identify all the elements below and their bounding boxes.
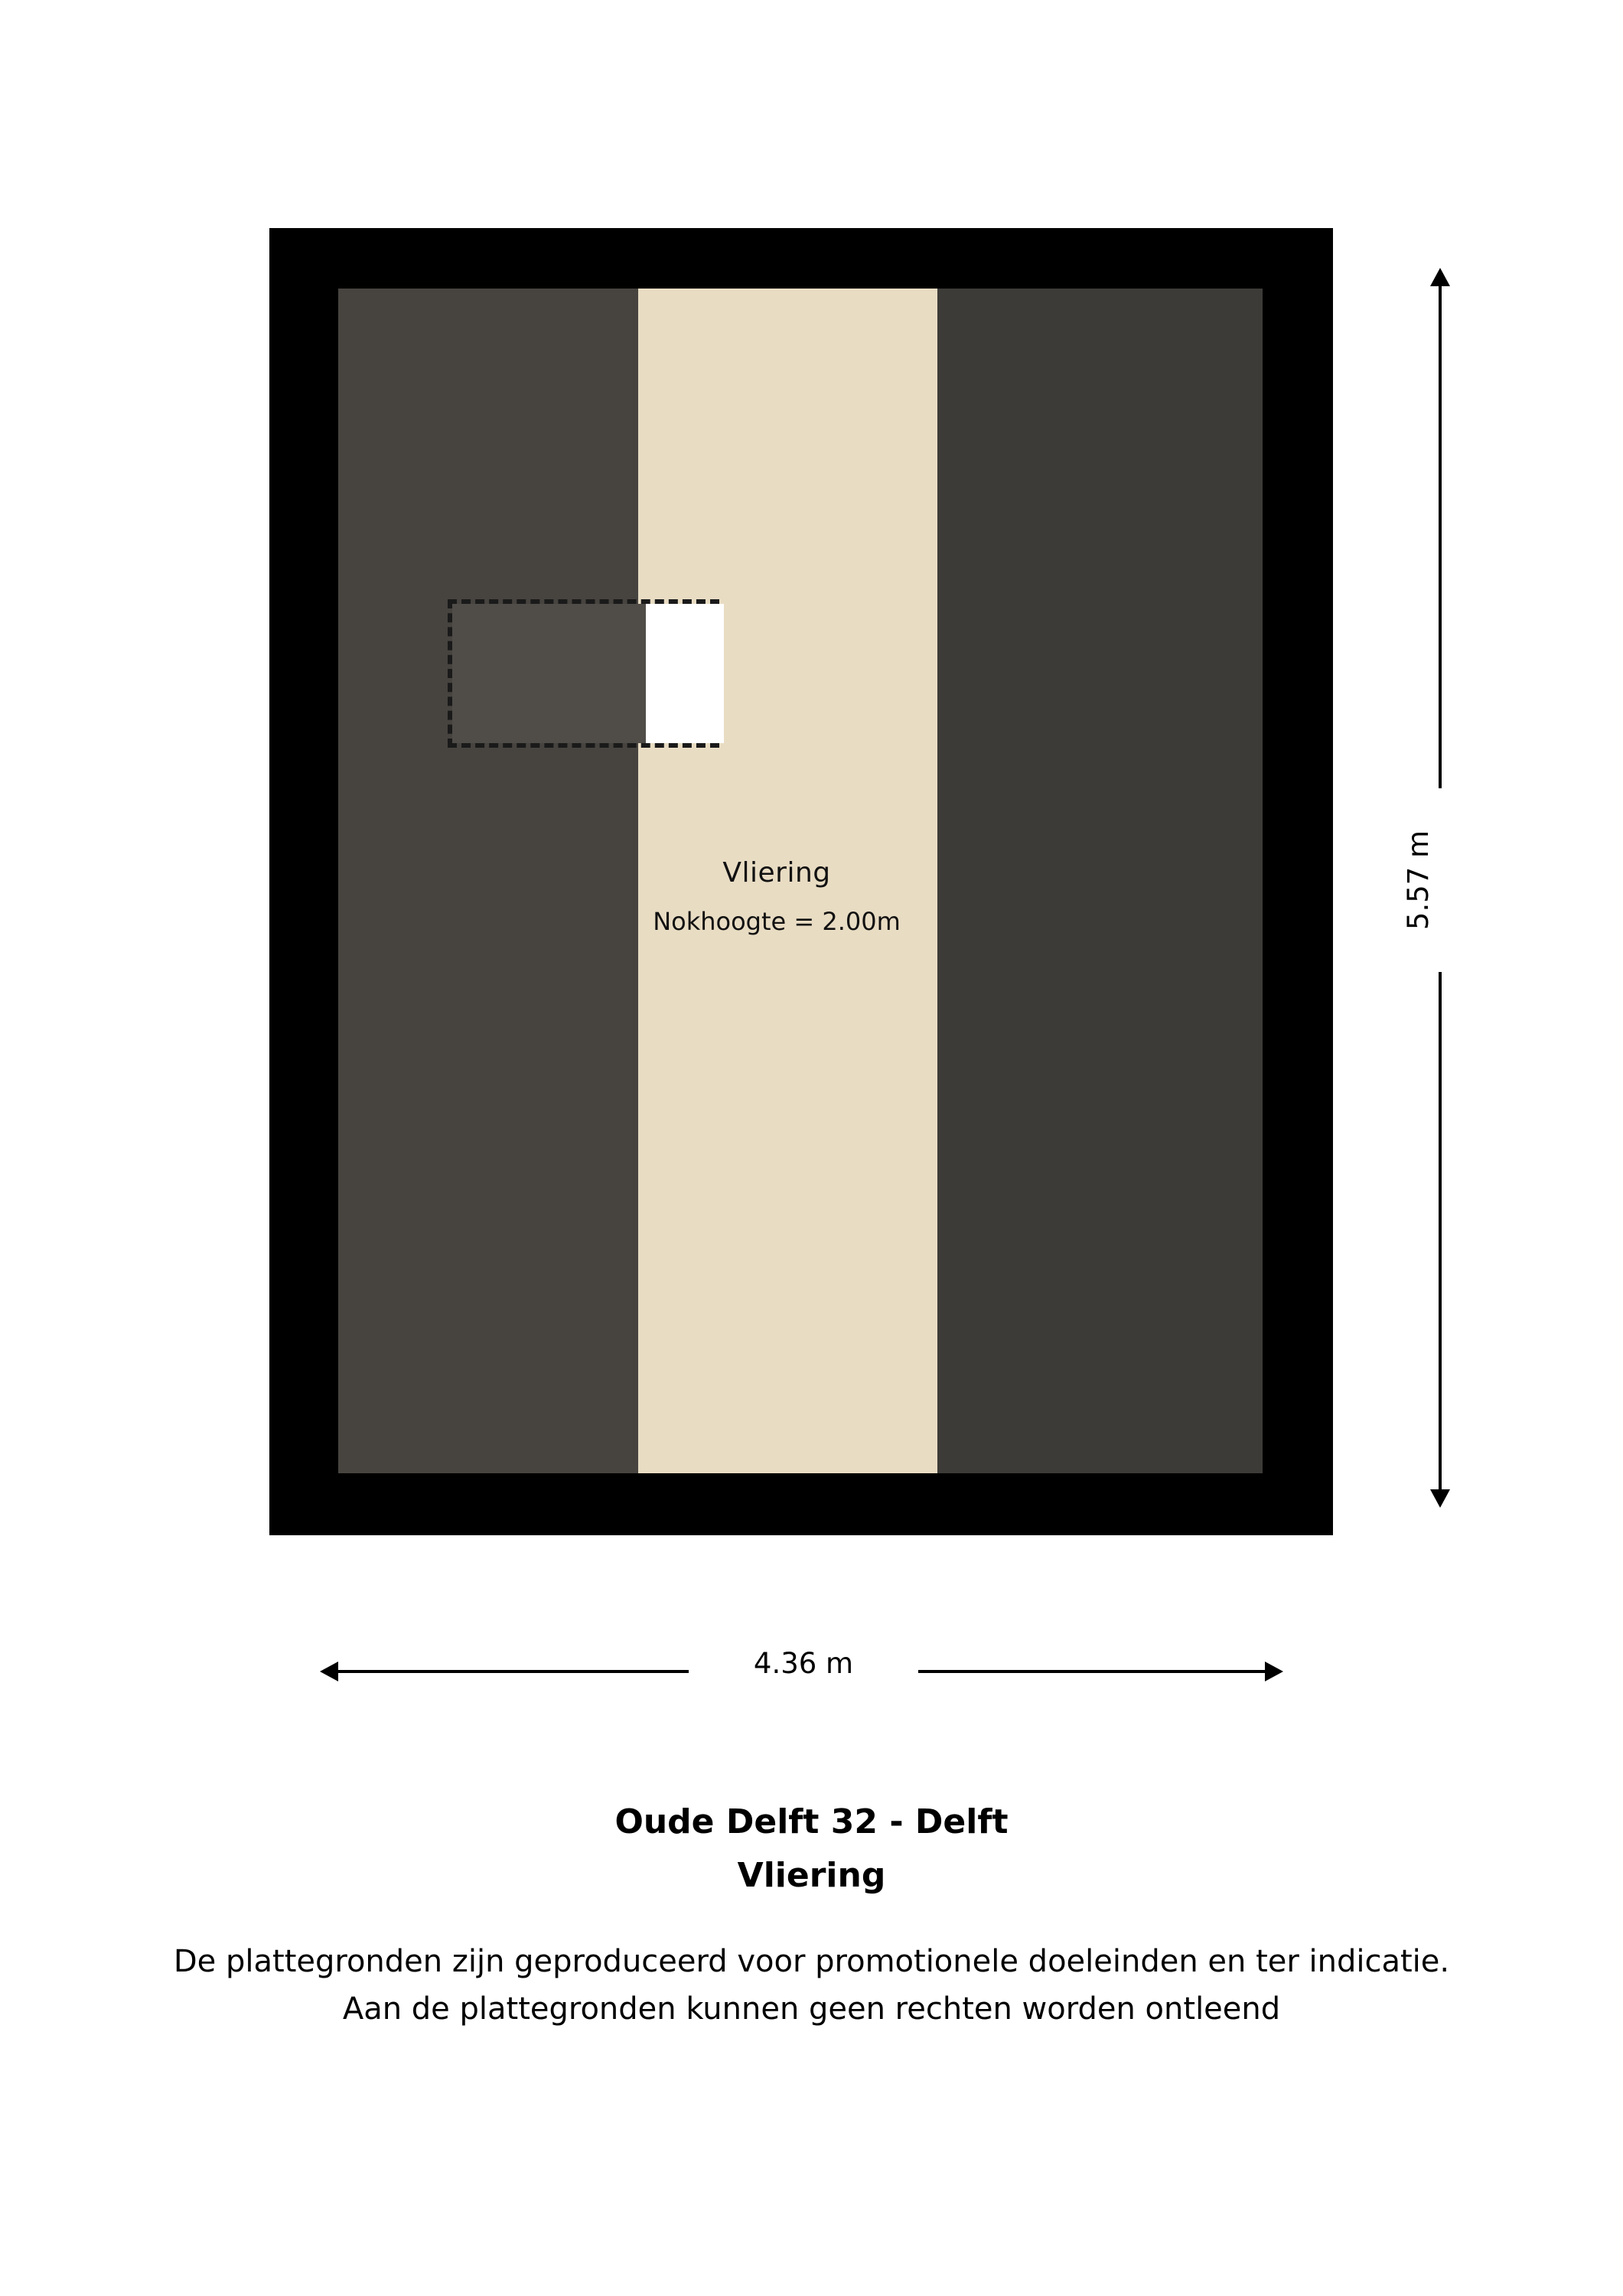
arrow-right-icon	[1265, 1662, 1283, 1681]
dimension-label-backdrop-vertical	[1432, 788, 1448, 972]
room-ridge-height-label: Nokhoogte = 2.00m	[653, 907, 901, 936]
roof-slope-right	[937, 289, 1263, 1473]
page-title: Oude Delft 32 - Delft	[614, 1802, 1009, 1841]
dimension-label-height: 5.57 m	[1402, 830, 1435, 931]
disclaimer-line-1: De plattegronden zijn geproduceerd voor promotionele doeleinden en ter indicatie.	[173, 1944, 1450, 1979]
attic-hatch	[448, 599, 719, 748]
hatch-fill-dark	[452, 604, 646, 743]
page-subtitle: Vliering	[737, 1856, 886, 1895]
arrow-up-icon	[1430, 268, 1450, 286]
disclaimer-line-2: Aan de plattegronden kunnen geen rechten worden ontleend	[342, 1991, 1281, 2027]
arrow-left-icon	[320, 1662, 338, 1681]
room-label-vliering: Vliering	[722, 857, 831, 889]
hatch-fill-light	[646, 604, 724, 743]
roof-slope-left	[338, 289, 638, 1473]
arrow-down-icon	[1430, 1489, 1450, 1508]
dimension-label-width: 4.36 m	[689, 1647, 918, 1680]
